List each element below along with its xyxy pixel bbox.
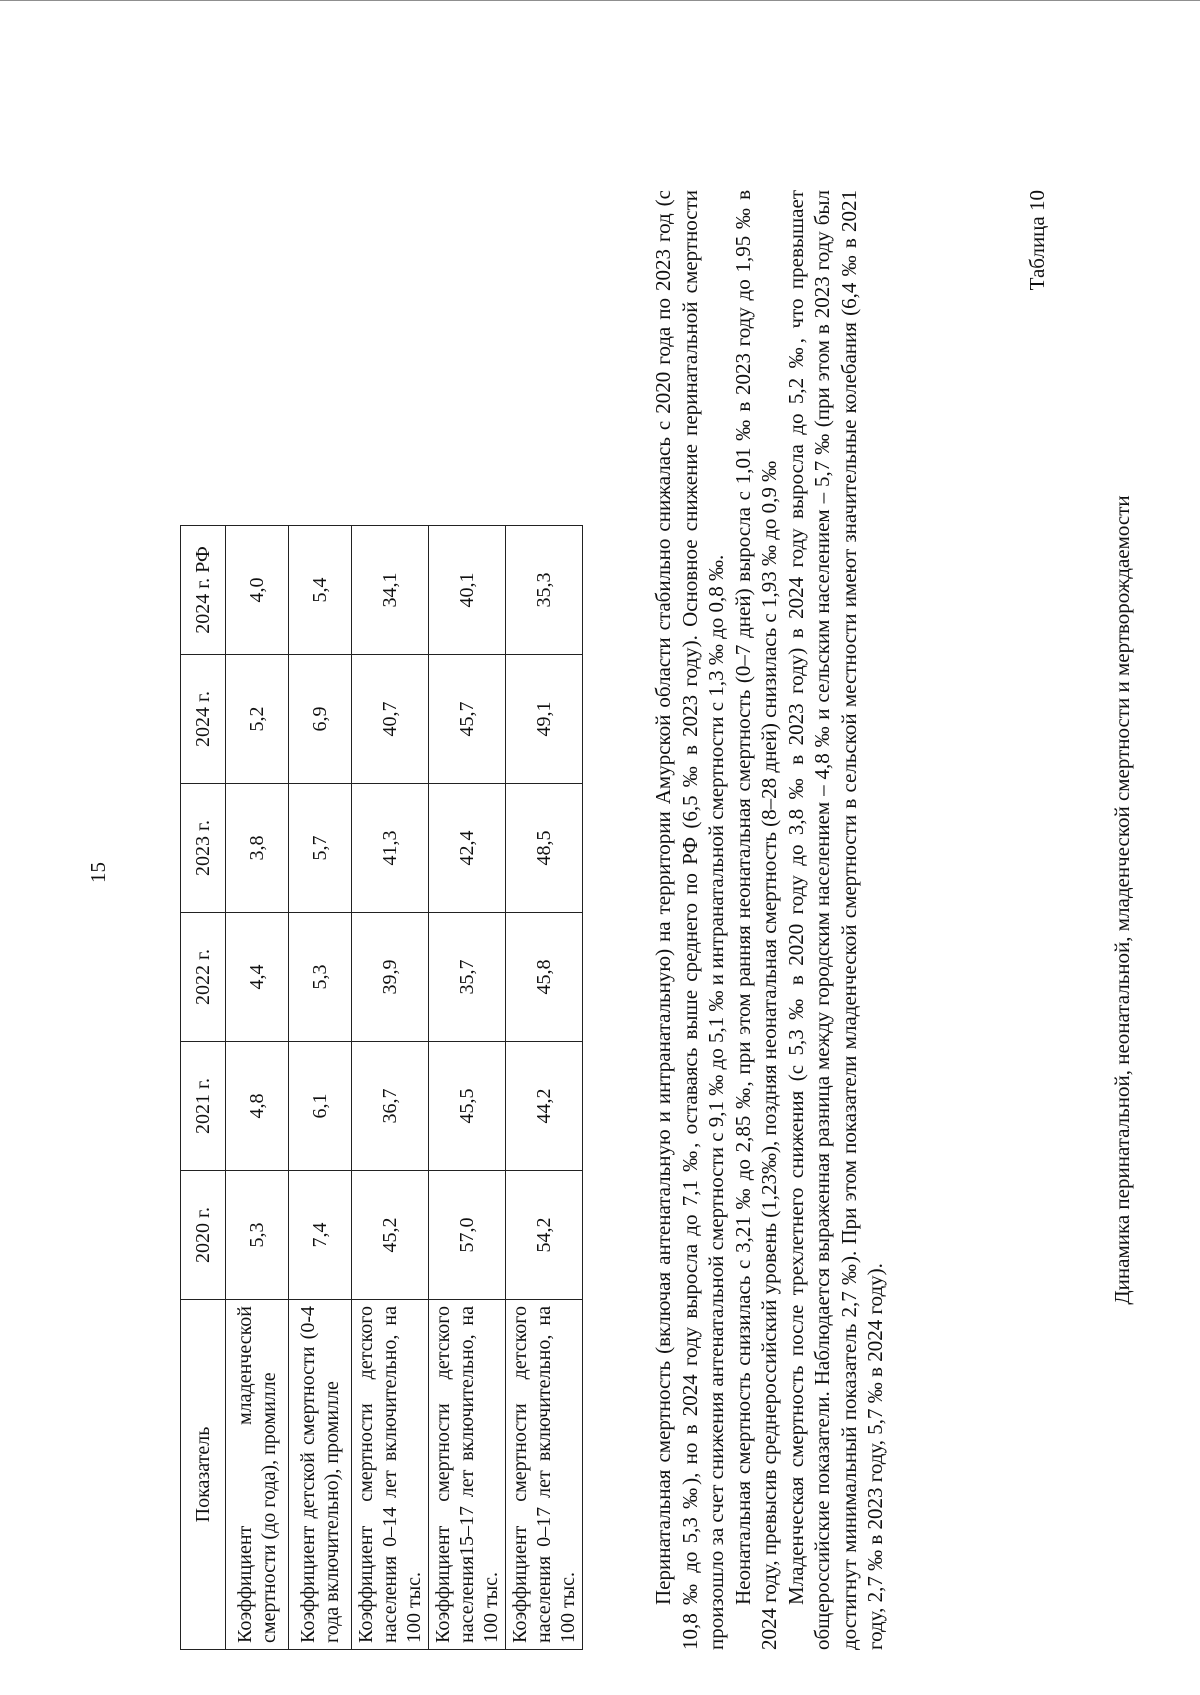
paragraph-neonatal: Неонатальная смертность снизилась с 3,21 ‰ до 2,85 ‰, при этом ранняя неонатальная смертность (0–7 дней) выросла с 1,01 ‰ в 2023 году до 1,95 ‰ в 2024 году, превысив среднероссийский уровень (1,23‰), поздняя неонатальная смертность (8–28 дней) снизилась с 1,93 ‰ до 0,9 ‰ [730, 190, 781, 1650]
table-cell: 5,3 [289, 913, 352, 1042]
table-cell: 4,0 [226, 526, 289, 655]
table-row [506, 526, 583, 1650]
row-label: Коэффициент детской смертности (0-4 года включительно), промилле [289, 1300, 352, 1650]
table-cell: 5,2 [226, 655, 289, 784]
table-cell: 35,7 [429, 913, 506, 1042]
table-cell: 5,4 [289, 526, 352, 655]
mortality-table [180, 525, 583, 1650]
header-cell: 2024 г. РФ [181, 526, 226, 655]
row-label: Коэффициент младенческой смертности (до года), промилле [226, 1300, 289, 1650]
table-cell: 6,9 [289, 655, 352, 784]
table-cell: 45,5 [429, 1042, 506, 1171]
table-header-row [181, 526, 226, 1650]
table-cell: 5,3 [226, 1171, 289, 1300]
table-number: Таблица 10 [1025, 190, 1049, 291]
table-row [429, 526, 506, 1650]
table-cell: 40,1 [429, 526, 506, 655]
page-number: 15 [86, 862, 110, 883]
table-row [289, 526, 352, 1650]
table-cell: 3,8 [226, 784, 289, 913]
header-cell: Показатель [181, 1300, 226, 1650]
body-text [650, 190, 889, 1650]
table-cell: 44,2 [506, 1042, 583, 1171]
table-cell: 54,2 [506, 1171, 583, 1300]
table-cell: 40,7 [352, 655, 429, 784]
table-row [226, 526, 289, 1650]
rotated-page-content [65, 150, 1134, 1650]
table-cell: 48,5 [506, 784, 583, 913]
table-row [352, 526, 429, 1650]
row-label: Коэффициент смертности детского населения 0–14 лет включительно, на 100 тыс. [352, 1300, 429, 1650]
header-cell: 2020 г. [181, 1171, 226, 1300]
row-label: Коэффициент смертности детского населения15–17 лет включительно, на 100 тыс. [429, 1300, 506, 1650]
table-cell: 5,7 [289, 784, 352, 913]
table-cell: 49,1 [506, 655, 583, 784]
table-cell: 45,7 [429, 655, 506, 784]
table-cell: 36,7 [352, 1042, 429, 1171]
table-cell: 41,3 [352, 784, 429, 913]
table-cell: 4,4 [226, 913, 289, 1042]
table-cell: 4,8 [226, 1042, 289, 1171]
header-cell: 2024 г. [181, 655, 226, 784]
table-caption: Динамика перинатальной, неонатальной, младенческой смертности и мертворождаемости [1110, 495, 1134, 1305]
table-cell: 6,1 [289, 1042, 352, 1171]
header-cell: 2023 г. [181, 784, 226, 913]
header-cell: 2022 г. [181, 913, 226, 1042]
paragraph-infant: Младенческая смертность после трехлетнего снижения (с 5,3 ‰ в 2020 году до 3,8 ‰ в 2023 году) в 2024 году выросла до 5,2 ‰, что превышает общероссийские показатели. Наблюдается выраженная разница между городским населением – 4,8 ‰ и сельским населением – 5,7 ‰ (при этом в 2023 году был достигнут минимальный показатель 2,7 ‰). При этом показатели младенческой смертности в сельской местности имеют значительные колебания (6,4 ‰ в 2021 году, 2,7 ‰ в 2023 году, 5,7 ‰ в 2024 году). [783, 190, 887, 1650]
row-label: Коэффициент смертности детского населения 0–17 лет включительно, на 100 тыс. [506, 1300, 583, 1650]
table-cell: 35,3 [506, 526, 583, 655]
table-cell: 39,9 [352, 913, 429, 1042]
table-cell: 57,0 [429, 1171, 506, 1300]
table-cell: 45,2 [352, 1171, 429, 1300]
table-cell: 45,8 [506, 913, 583, 1042]
paragraph-perinatal: Перинатальная смертность (включая антенатальную и интранатальную) на территории Амурской области стабильно снижалась с 2020 года по 2023 год (с 10,8 ‰ до 5,3 ‰), но в 2024 году выросла до 7,1 ‰, оставаясь выше среднего по РФ (6,5 ‰ в 2023 году). Основное снижение перинатальной смертности произошло за счет снижения антенатальной смертности с 9,1 ‰ до 5,1 ‰ и интранатальной смертности с 1,3 ‰ до 0,8 ‰. [651, 190, 728, 1650]
scan-edge [0, 0, 1200, 5]
table-cell: 34,1 [352, 526, 429, 655]
table-cell: 7,4 [289, 1171, 352, 1300]
header-cell: 2021 г. [181, 1042, 226, 1171]
table-cell: 42,4 [429, 784, 506, 913]
